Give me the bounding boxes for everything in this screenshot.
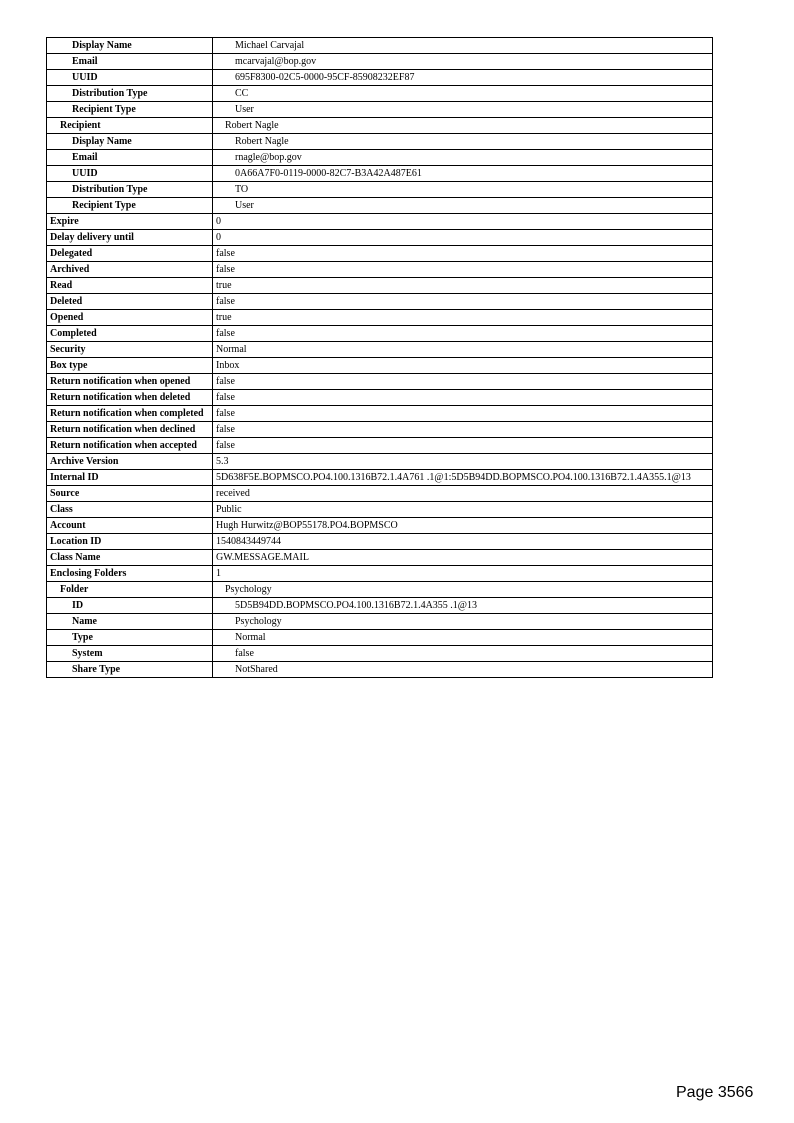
table-row: [47, 534, 713, 550]
table-row: [47, 518, 713, 534]
property-name: Folder: [47, 582, 213, 598]
property-name: Return notification when deleted: [47, 390, 213, 406]
table-row: [47, 422, 713, 438]
table-row: [47, 390, 713, 406]
property-value: Public: [213, 502, 713, 518]
property-name: Distribution Type: [47, 86, 213, 102]
table-row: [47, 406, 713, 422]
property-name: Archived: [47, 262, 213, 278]
property-name: Enclosing Folders: [47, 566, 213, 582]
property-name: UUID: [47, 70, 213, 86]
property-name: Location ID: [47, 534, 213, 550]
property-value: false: [213, 326, 713, 342]
property-value: Michael Carvajal: [213, 38, 713, 54]
property-name: Read: [47, 278, 213, 294]
property-name: Recipient: [47, 118, 213, 134]
table-row: [47, 502, 713, 518]
property-name: Recipient Type: [47, 198, 213, 214]
table-row: [47, 38, 713, 54]
property-value: rnagle@bop.gov: [213, 150, 713, 166]
table-row: [47, 342, 713, 358]
property-value: User: [213, 102, 713, 118]
property-value: 0A66A7F0-0119-0000-82C7-B3A42A487E61: [213, 166, 713, 182]
property-value: 1: [213, 566, 713, 582]
table-row: [47, 566, 713, 582]
property-value: 0: [213, 214, 713, 230]
property-value: false: [213, 390, 713, 406]
property-name: Account: [47, 518, 213, 534]
table-row: [47, 550, 713, 566]
property-value: Hugh Hurwitz@BOP55178.PO4.BOPMSCO: [213, 518, 713, 534]
table-row: [47, 326, 713, 342]
table-row: [47, 454, 713, 470]
property-value: Robert Nagle: [213, 118, 713, 134]
property-value: 695F8300-02C5-0000-95CF-85908232EF87: [213, 70, 713, 86]
property-name: Return notification when declined: [47, 422, 213, 438]
table-row: [47, 630, 713, 646]
table-row: [47, 486, 713, 502]
property-name: Share Type: [47, 662, 213, 678]
property-value: Psychology: [213, 614, 713, 630]
property-value: Psychology: [213, 582, 713, 598]
table-row: [47, 246, 713, 262]
table-row: [47, 166, 713, 182]
property-name: Return notification when completed: [47, 406, 213, 422]
property-value: CC: [213, 86, 713, 102]
table-row: [47, 214, 713, 230]
property-name: Display Name: [47, 38, 213, 54]
table-row: [47, 582, 713, 598]
table-row: [47, 662, 713, 678]
property-value: 1540843449744: [213, 534, 713, 550]
property-name: Security: [47, 342, 213, 358]
property-value: Normal: [213, 630, 713, 646]
table-row: [47, 614, 713, 630]
property-value: 0: [213, 230, 713, 246]
property-value: GW.MESSAGE.MAIL: [213, 550, 713, 566]
property-name: Distribution Type: [47, 182, 213, 198]
property-name: Opened: [47, 310, 213, 326]
property-name: Delegated: [47, 246, 213, 262]
property-name: Deleted: [47, 294, 213, 310]
property-value: Inbox: [213, 358, 713, 374]
property-value: 5D638F5E.BOPMSCO.PO4.100.1316B72.1.4A761 .1@1:5D5B94DD.BOPMSCO.PO4.100.1316B72.1.4A355.1@13: [213, 470, 713, 486]
property-name: Class: [47, 502, 213, 518]
property-value: mcarvajal@bop.gov: [213, 54, 713, 70]
property-name: Delay delivery until: [47, 230, 213, 246]
property-value: TO: [213, 182, 713, 198]
property-value: false: [213, 406, 713, 422]
page-number: Page 3566: [676, 1084, 754, 1101]
property-value: true: [213, 310, 713, 326]
property-name: Recipient Type: [47, 102, 213, 118]
table-row: [47, 598, 713, 614]
property-name: Completed: [47, 326, 213, 342]
property-name: Return notification when opened: [47, 374, 213, 390]
property-value: false: [213, 262, 713, 278]
table-row: [47, 230, 713, 246]
property-name: Internal ID: [47, 470, 213, 486]
table-row: [47, 294, 713, 310]
property-name: Expire: [47, 214, 213, 230]
table-row: [47, 134, 713, 150]
table-row: [47, 646, 713, 662]
property-value: false: [213, 438, 713, 454]
property-value: 5D5B94DD.BOPMSCO.PO4.100.1316B72.1.4A355 .1@13: [213, 598, 713, 614]
property-name: ID: [47, 598, 213, 614]
table-row: [47, 262, 713, 278]
property-value: 5.3: [213, 454, 713, 470]
property-value: false: [213, 374, 713, 390]
property-value: false: [213, 294, 713, 310]
table-row: [47, 278, 713, 294]
table-row: [47, 102, 713, 118]
table-row: [47, 198, 713, 214]
table-row: [47, 70, 713, 86]
property-name: Return notification when accepted: [47, 438, 213, 454]
table-row: [47, 358, 713, 374]
property-value: Robert Nagle: [213, 134, 713, 150]
table-row: [47, 310, 713, 326]
property-name: UUID: [47, 166, 213, 182]
property-value: false: [213, 246, 713, 262]
table-row: [47, 438, 713, 454]
table-row: [47, 54, 713, 70]
property-name: Name: [47, 614, 213, 630]
property-name: Type: [47, 630, 213, 646]
table-row: [47, 86, 713, 102]
table-row: [47, 374, 713, 390]
table-row: [47, 470, 713, 486]
property-value: Normal: [213, 342, 713, 358]
property-name: System: [47, 646, 213, 662]
property-value: false: [213, 422, 713, 438]
property-name: Box type: [47, 358, 213, 374]
property-value: true: [213, 278, 713, 294]
property-name: Email: [47, 150, 213, 166]
property-name: Source: [47, 486, 213, 502]
properties-table: [46, 37, 713, 678]
table-row: [47, 118, 713, 134]
table-row: [47, 182, 713, 198]
property-value: User: [213, 198, 713, 214]
property-value: NotShared: [213, 662, 713, 678]
table-row: [47, 150, 713, 166]
property-name: Archive Version: [47, 454, 213, 470]
property-name: Class Name: [47, 550, 213, 566]
property-name: Display Name: [47, 134, 213, 150]
property-value: false: [213, 646, 713, 662]
property-name: Email: [47, 54, 213, 70]
property-value: received: [213, 486, 713, 502]
